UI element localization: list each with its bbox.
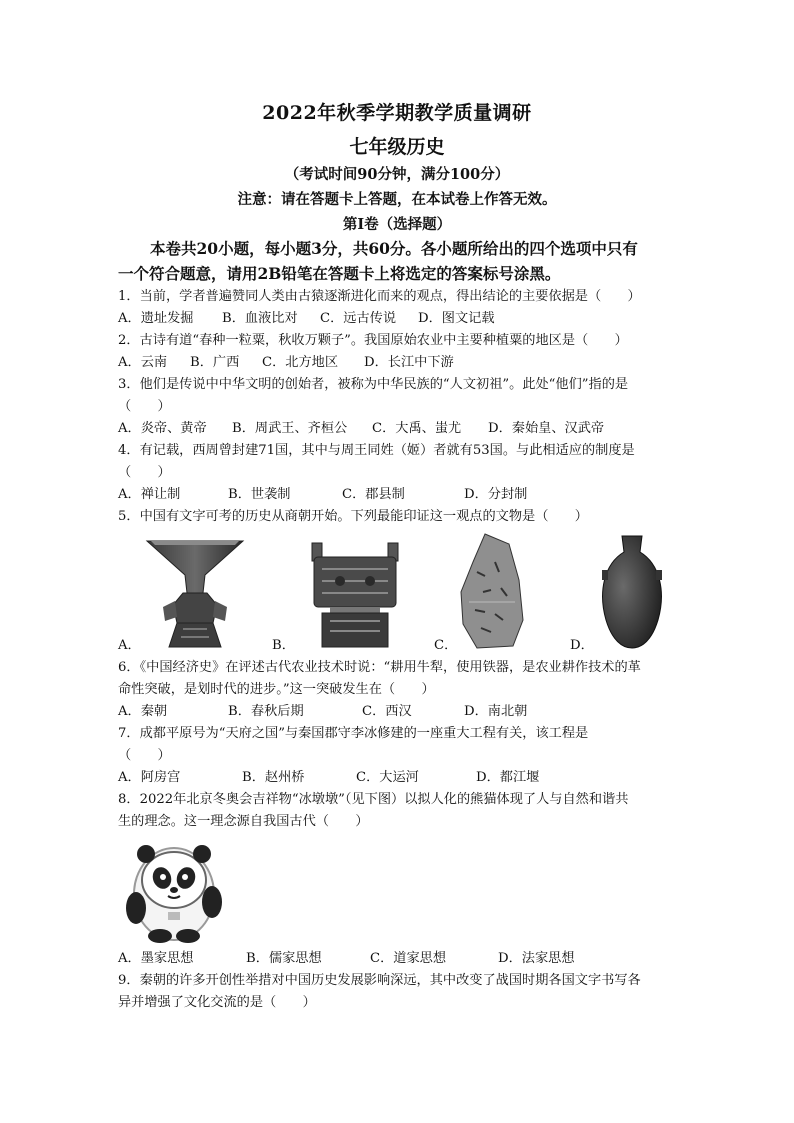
answer-notice: 注意：请在答题卡上答题，在本试卷上作答无效。 — [237, 191, 557, 208]
q3-option-c: C．大禹、蚩尤 — [372, 421, 462, 436]
q4-stem-line-1: 4．有记载，西周曾封建71国，其中与周王同姓（姬）者就有53国。与此相适应的制度是 — [118, 443, 635, 458]
q1-option-b: B．血液比对 — [222, 311, 298, 326]
oracle-bone-image — [455, 532, 527, 650]
q8-stem-line-1: 8．2022年北京冬奥会吉祥物“冰墩墩”（见下图）以拟人化的熊猫体现了人与自然和谐共 — [118, 792, 629, 807]
q3-option-b: B．周武王、齐桓公 — [232, 421, 348, 436]
q4-option-b: B．世袭制 — [228, 487, 291, 502]
q5-option-b: B． — [272, 638, 295, 653]
q3-option-a: A．炎帝、黄帝 — [118, 421, 207, 436]
q9-stem-line-1: 9．秦朝的许多开创性举措对中国历史发展影响深远，其中改变了战国时期各国文字书写各 — [118, 973, 641, 988]
q6-option-b: B．春秋后期 — [228, 704, 304, 719]
q1-option-d: D．图文记载 — [418, 311, 495, 326]
q3-option-d: D．秦始皇、汉武帝 — [488, 421, 605, 436]
q6-option-a: A．秦朝 — [118, 704, 168, 719]
q8-option-a: A．墨家思想 — [118, 951, 194, 966]
q2-option-d: D．长江中下游 — [364, 355, 454, 370]
q4-option-a: A．禅让制 — [118, 487, 181, 502]
q9-stem-line-2: 异并增强了文化交流的是（ ） — [118, 995, 316, 1010]
q2-option-b: B．广西 — [190, 355, 240, 370]
q5-option-a: A． — [118, 638, 141, 653]
exam-subject: 七年级历史 — [349, 136, 445, 158]
q2-option-c: C．北方地区 — [262, 355, 339, 370]
section-heading: 第Ⅰ卷（选择题） — [342, 216, 452, 233]
instruction-line-1: 本卷共20小题，每小题3分，共60分。各小题所给出的四个选项中只有 — [150, 239, 638, 258]
bing-dwen-dwen-mascot-image — [122, 836, 226, 944]
q7-stem-line-2: （ ） — [118, 748, 171, 763]
q1-stem: 1．当前，学者普遍赞同人类由古猿逐渐进化而来的观点，得出结论的主要依据是（ ） — [118, 289, 641, 304]
q7-option-d: D．都江堰 — [476, 770, 540, 785]
pottery-jar-image — [598, 534, 666, 652]
q3-stem-line-1: 3．他们是传说中中华文明的创始者，被称为中华民族的“人文初祖”。此处“他们”指的是 — [118, 377, 629, 392]
q6-option-d: D．南北朝 — [464, 704, 528, 719]
q8-stem-line-2: 生的理念。这一理念源自我国古代（ ） — [118, 814, 369, 829]
q2-stem: 2．古诗有道“春种一粒粟，秋收万颗子”。我国原始农业中主要种植粟的地区是（ ） — [118, 333, 628, 348]
q6-option-c: C．西汉 — [362, 704, 412, 719]
q1-option-a: A．遗址发掘 — [118, 311, 194, 326]
exam-title: 2022年秋季学期教学质量调研 — [262, 102, 532, 124]
q4-stem-line-2: （ ） — [118, 465, 171, 480]
q5-option-d: D． — [570, 638, 594, 653]
q4-option-d: D．分封制 — [464, 487, 528, 502]
bronze-zun-vessel-image — [143, 535, 247, 651]
q8-option-c: C．道家思想 — [370, 951, 447, 966]
bronze-ding-vessel-image — [300, 537, 410, 649]
q5-option-c: C． — [434, 638, 458, 653]
q6-stem-line-2: 命性突破，是划时代的进步。”这一突破发生在（ ） — [118, 682, 435, 697]
instruction-line-2: 一个符合题意，请用2B铅笔在答题卡上将选定的答案标号涂黑。 — [118, 264, 561, 283]
q8-option-b: B．儒家思想 — [246, 951, 322, 966]
q3-stem-line-2: （ ） — [118, 399, 171, 414]
q2-option-a: A．云南 — [118, 355, 168, 370]
q1-option-c: C．远古传说 — [320, 311, 397, 326]
q4-option-c: C．郡县制 — [342, 487, 405, 502]
exam-info: （考试时间90分钟，满分100分） — [284, 166, 510, 183]
q8-option-d: D．法家思想 — [498, 951, 575, 966]
q7-option-a: A．阿房宫 — [118, 770, 181, 785]
q6-stem-line-1: 6．《中国经济史》在评述古代农业技术时说：“耕用牛犁，使用铁器，是农业耕作技术的革 — [118, 660, 641, 675]
q7-option-c: C．大运河 — [356, 770, 419, 785]
q7-stem-line-1: 7．成都平原号为“天府之国”与秦国郡守李冰修建的一座重大工程有关，该工程是 — [118, 726, 589, 741]
q7-option-b: B．赵州桥 — [242, 770, 305, 785]
q5-stem: 5．中国有文字可考的历史从商朝开始。下列最能印证这一观点的文物是（ ） — [118, 509, 588, 524]
